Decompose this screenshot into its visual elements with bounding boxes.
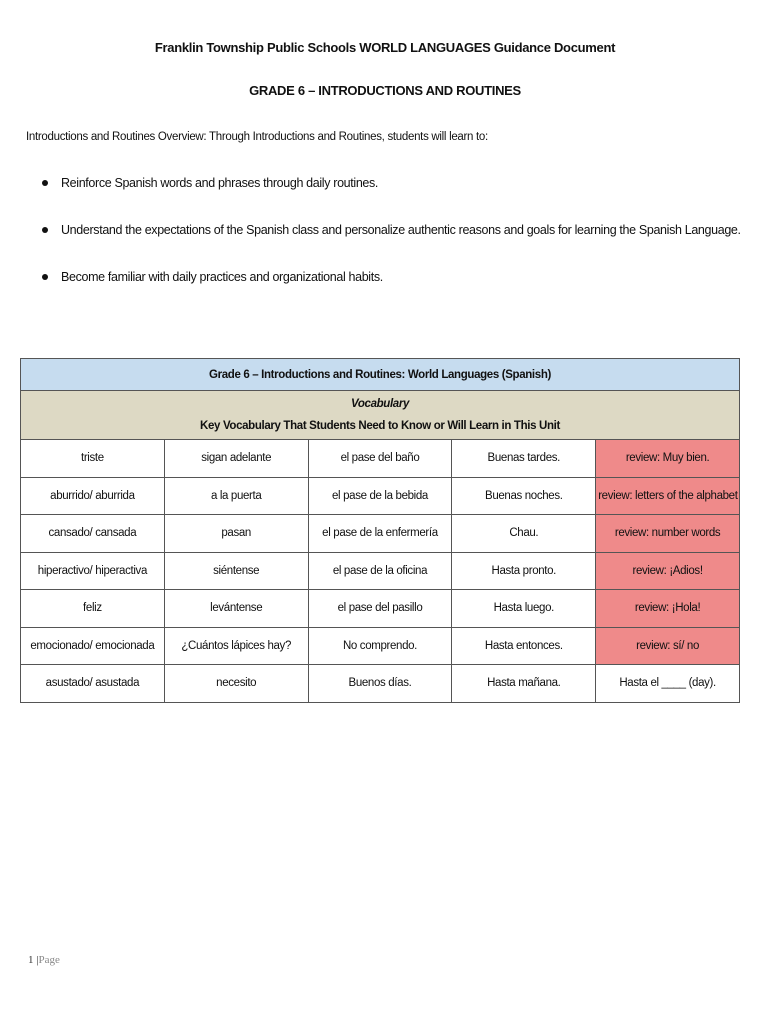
section-label: Vocabulary xyxy=(350,398,410,410)
bullet-dot-icon xyxy=(42,227,48,233)
table-cell: Buenas tardes. xyxy=(452,440,596,478)
table-cell: Hasta entonces. xyxy=(452,627,596,665)
bullet-dot-icon xyxy=(42,274,48,280)
document-title: Franklin Township Public Schools WORLD LANGUAGES Guidance Document xyxy=(154,40,616,55)
table-cell: review: ¡Hola! xyxy=(596,590,740,628)
table-row xyxy=(21,590,740,628)
page-separator: | xyxy=(36,954,39,966)
bullet-item: Become familiar with daily practices and organizational habits. xyxy=(42,268,741,315)
table-cell: review: Muy bien. xyxy=(596,440,740,478)
page-footer xyxy=(28,954,60,966)
table-cell: Hasta el ____ (day). xyxy=(596,665,740,703)
table-cell: el pase del baño xyxy=(308,440,452,478)
table-cell: el pase de la bebida xyxy=(308,477,452,515)
table-cell: siéntense xyxy=(164,552,308,590)
table-cell: Hasta luego. xyxy=(452,590,596,628)
overview-text: Introductions and Routines Overview: Through Introductions and Routines, students will learn to: xyxy=(26,131,488,143)
table-cell: sigan adelante xyxy=(164,440,308,478)
table-cell: aburrido/ aburrida xyxy=(21,477,165,515)
table-cell: a la puerta xyxy=(164,477,308,515)
table-title: Grade 6 – Introductions and Routines: World Languages (Spanish) xyxy=(21,359,740,391)
table-row xyxy=(21,552,740,590)
table-cell: el pase de la enfermería xyxy=(308,515,452,553)
table-cell: Hasta mañana. xyxy=(452,665,596,703)
table-cell: Buenos días. xyxy=(308,665,452,703)
table-cell: pasan xyxy=(164,515,308,553)
table-row xyxy=(21,627,740,665)
table-cell: Buenas noches. xyxy=(452,477,596,515)
table-section-header xyxy=(21,391,740,440)
table-row xyxy=(21,665,740,703)
table-row xyxy=(21,515,740,553)
bullet-dot-icon xyxy=(42,180,48,186)
table-row xyxy=(21,477,740,515)
table-cell: hiperactivo/ hiperactiva xyxy=(21,552,165,590)
table-cell: review: number words xyxy=(596,515,740,553)
table-cell: Hasta pronto. xyxy=(452,552,596,590)
bullet-item: Reinforce Spanish words and phrases through daily routines. xyxy=(42,174,741,221)
table-cell: triste xyxy=(21,440,165,478)
section-subtitle: Key Vocabulary That Students Need to Know or Will Learn in This Unit xyxy=(200,420,560,432)
page-label: Page xyxy=(38,954,60,966)
table-cell: ¿Cuántos lápices hay? xyxy=(164,627,308,665)
table-row xyxy=(21,440,740,478)
vocabulary-table xyxy=(20,358,740,703)
page-number: 1 xyxy=(28,954,34,966)
bullet-list xyxy=(42,174,741,315)
table-cell: review: sí/ no xyxy=(596,627,740,665)
document-subtitle: GRADE 6 – INTRODUCTIONS AND ROUTINES xyxy=(249,83,521,98)
table-cell: review: ¡Adios! xyxy=(596,552,740,590)
table-cell: necesito xyxy=(164,665,308,703)
table-cell: levántense xyxy=(164,590,308,628)
table-cell: feliz xyxy=(21,590,165,628)
table-cell: asustado/ asustada xyxy=(21,665,165,703)
bullet-item: Understand the expectations of the Spanish class and personalize authentic reasons and goals for learning the Spanish Language. xyxy=(42,221,741,268)
table-cell: review: letters of the alphabet xyxy=(596,477,740,515)
table-cell: No comprendo. xyxy=(308,627,452,665)
table-cell: emocionado/ emocionada xyxy=(21,627,165,665)
table-cell: el pase del pasillo xyxy=(308,590,452,628)
table-cell: cansado/ cansada xyxy=(21,515,165,553)
table-cell: el pase de la oficina xyxy=(308,552,452,590)
table-cell: Chau. xyxy=(452,515,596,553)
